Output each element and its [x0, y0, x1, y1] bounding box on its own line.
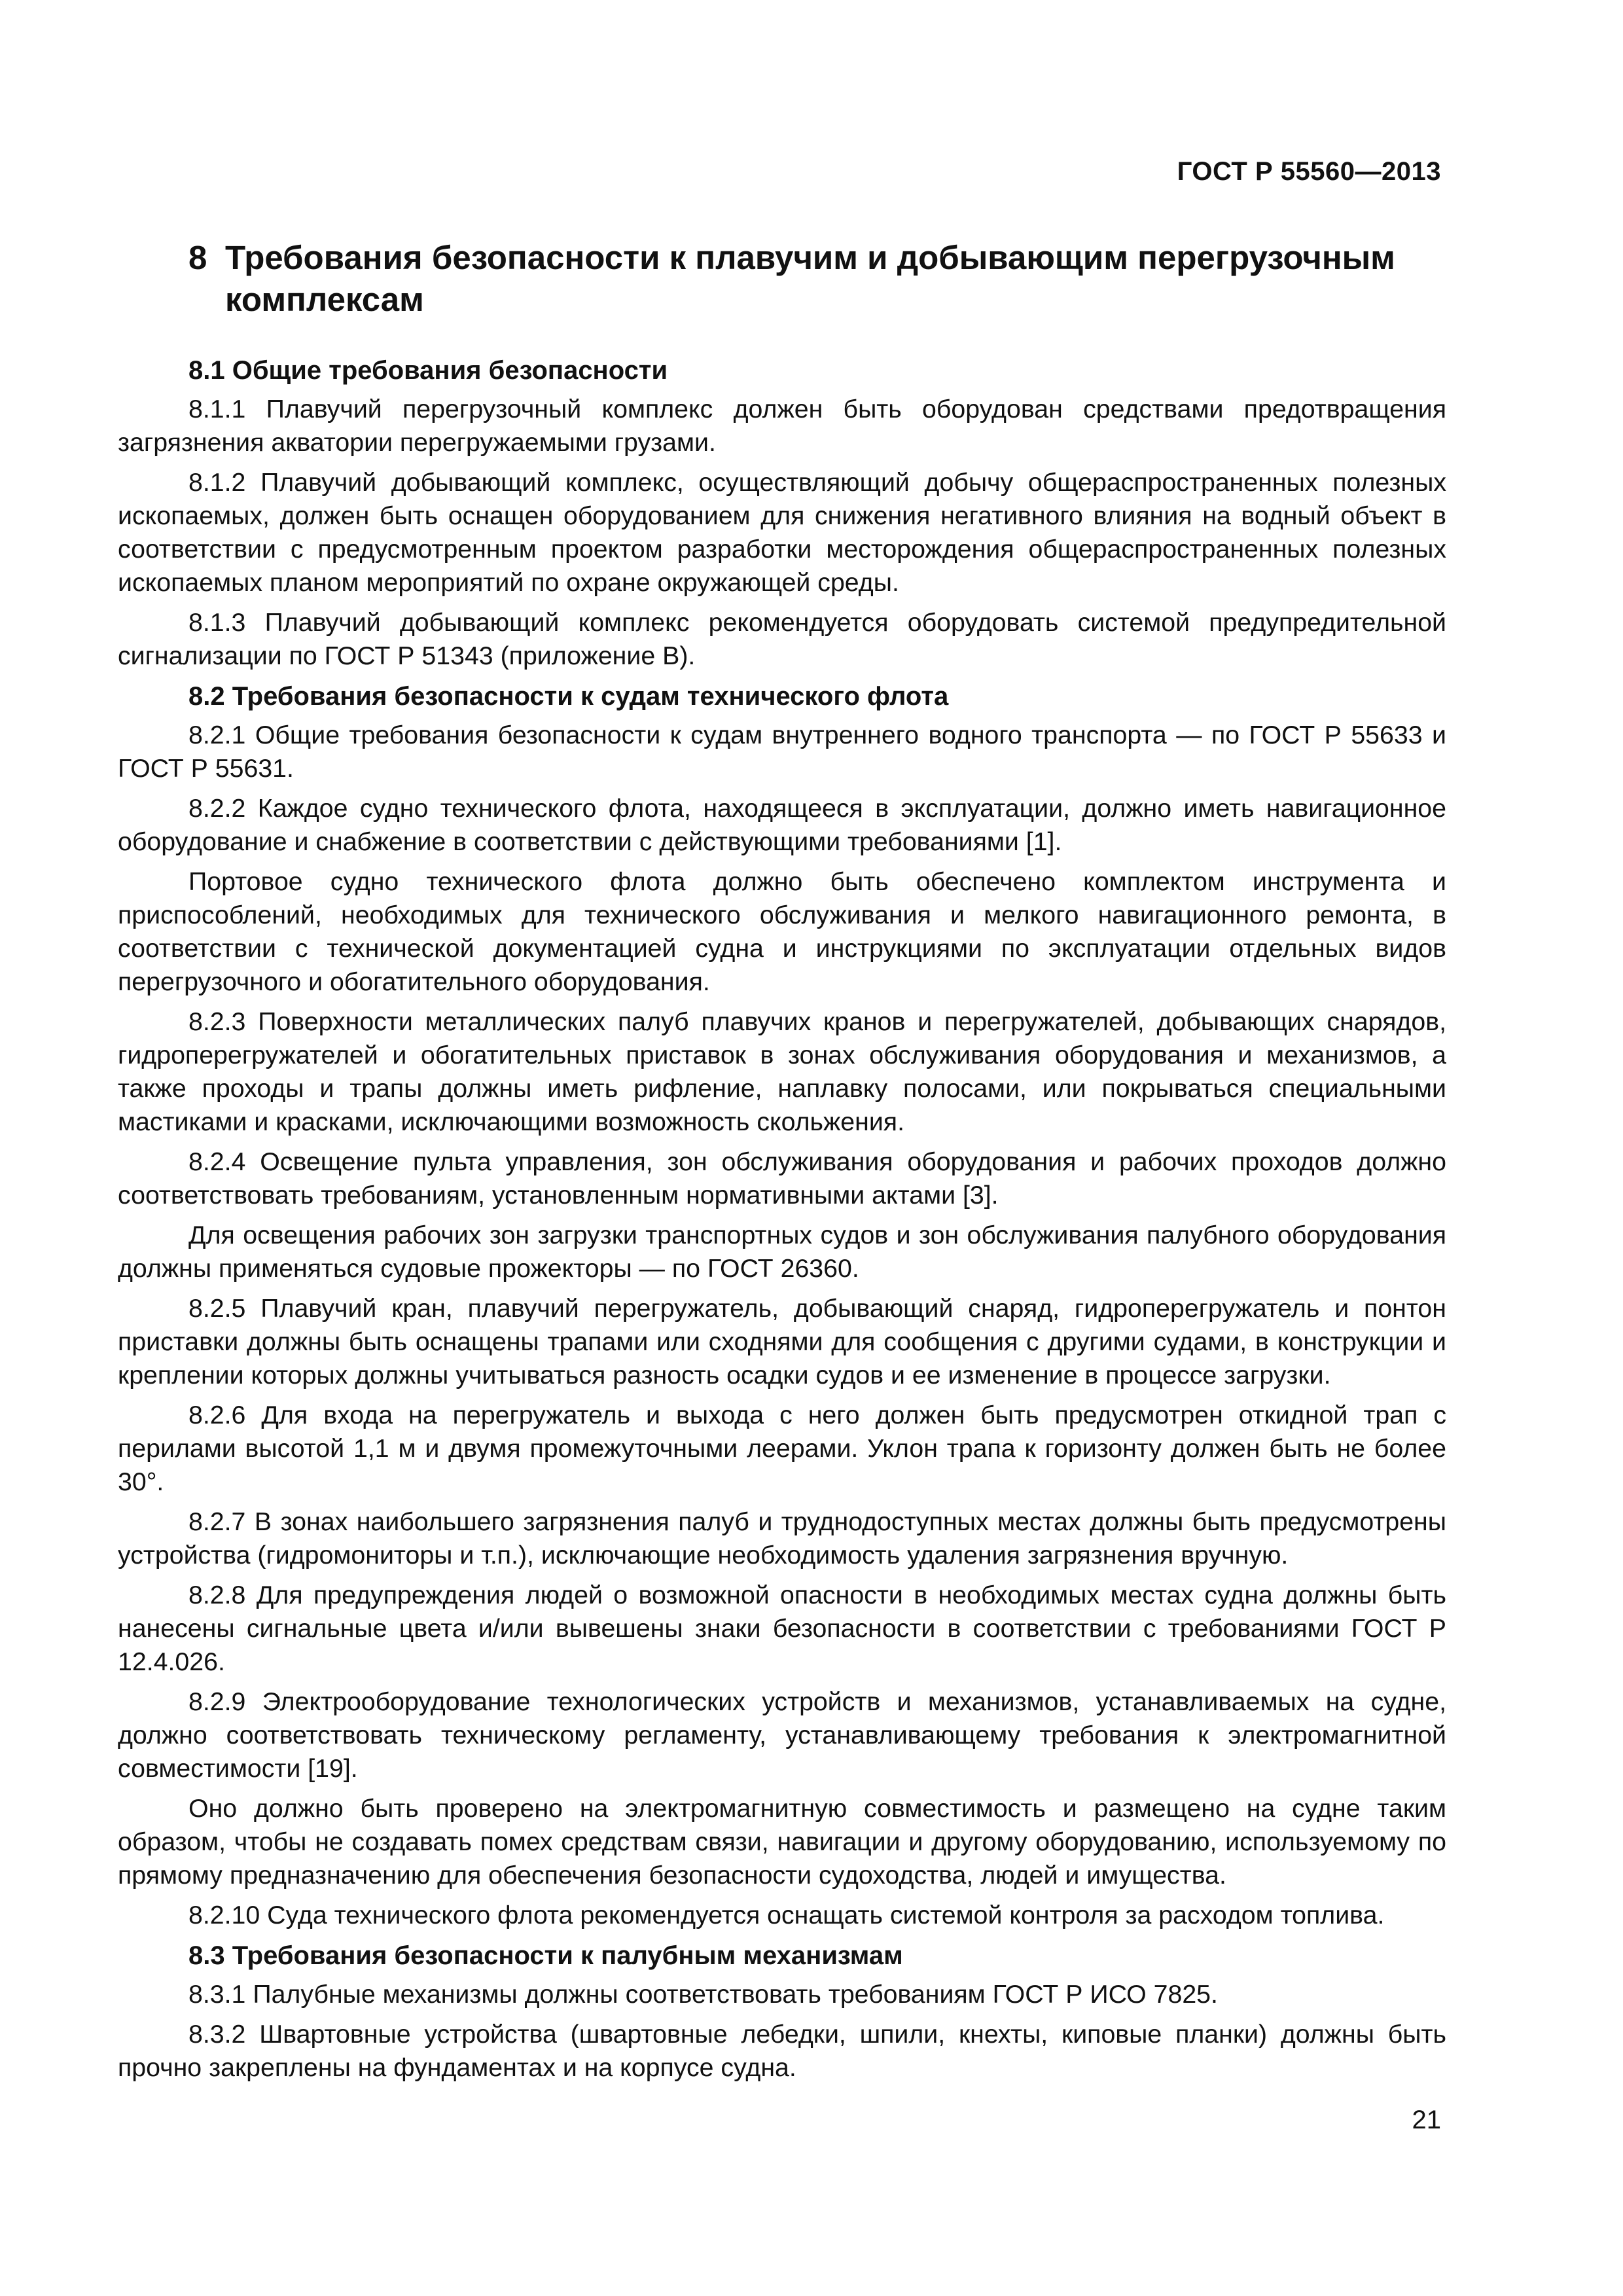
section-title [118, 237, 1446, 321]
paragraph: Портовое судно технического флота должно быть обеспечено комплектом инструмента и приспособлений, необходимых для технического обслуживания и мелкого навигационного ремонта, в соответствии с технической документацией судна и инструкциями по эксплуатации отдельных видов перегрузочного и обогатительного оборудования. [118, 867, 1446, 996]
paragraph: 8.1.1 Плавучий перегрузочный комплекс должен быть оборудован средствами предотвращения загрязнения акватории перегружаемыми грузами. [118, 395, 1446, 457]
subsection-heading: 8.1 Общие требования безопасности [188, 356, 668, 385]
subsection-heading: 8.2 Требования безопасности к судам технического флота [188, 682, 949, 711]
paragraph: 8.2.4 Освещение пульта управления, зон обслуживания оборудования и рабочих проходов должно соответствовать требованиям, установленным нормативными актами [3]. [118, 1147, 1446, 1210]
paragraph: 8.2.7 В зонах наибольшего загрязнения палуб и труднодоступных местах должны быть предусмотрены устройства (гидромониторы и т.п.), исключающие необходимость удаления загрязнения вручную. [118, 1507, 1446, 1570]
paragraph: 8.1.2 Плавучий добывающий комплекс, осуществляющий добычу общераспространенных полезных ископаемых, должен быть оснащен оборудованием для снижения негативного влияния на водный объект в соответствии с предусмотренным проектом разработки месторождения общераспространенных полезных ископаемых планом мероприятий по охране окружающей среды. [118, 468, 1446, 597]
paragraph: 8.2.9 Электрооборудование технологических устройств и механизмов, устанавливаемых на судне, должно соответствовать техническому регламенту, устанавливающему требования к электромагнитной совместимости [19]. [118, 1687, 1446, 1783]
paragraph: 8.2.3 Поверхности металлических палуб плавучих кранов и перегружателей, добывающих снарядов, гидроперегружателей и обогатительных приставок в зонах обслуживания оборудования и механизмов, а также проходы и трапы должны иметь рифление, наплавку полосами, или покрываться специальными мастиками и красками, исключающими возможность скольжения. [118, 1007, 1446, 1136]
paragraph: 8.3.1 Палубные механизмы должны соответствовать требованиям ГОСТ Р ИСО 7825. [188, 1980, 1218, 2009]
paragraph: 8.2.10 Суда технического флота рекомендуется оснащать системой контроля за расходом топлива. [188, 1901, 1385, 1929]
page-content [118, 237, 1446, 2091]
paragraph: 8.1.3 Плавучий добывающий комплекс рекомендуется оборудовать системой предупредительной сигнализации по ГОСТ Р 51343 (приложение В). [118, 608, 1446, 670]
subsection-heading: 8.3 Требования безопасности к палубным механизмам [188, 1941, 903, 1970]
page-number: 21 [1412, 2106, 1441, 2134]
paragraph: 8.3.2 Швартовные устройства (швартовные лебедки, шпили, кнехты, киповые планки) должны быть прочно закреплены на фундаментах и на корпусе судна. [118, 2020, 1446, 2082]
paragraph: Оно должно быть проверено на электромагнитную совместимость и размещено на судне таким образом, чтобы не создавать помех средствам связи, навигации и другому оборудованию, используемому по прямому предназначению для обеспечения безопасности судоходства, людей и имущества. [118, 1794, 1446, 1890]
paragraph: Для освещения рабочих зон загрузки транспортных судов и зон обслуживания палубного оборудования должны применяться судовые прожекторы — по ГОСТ 26360. [118, 1221, 1446, 1283]
section-body [118, 353, 1446, 2085]
section-title-text: Требования безопасности к плавучим и добывающим перегрузочным комплексам [225, 239, 1395, 318]
paragraph: 8.2.1 Общие требования безопасности к судам внутреннего водного транспорта — по ГОСТ Р 55633 и ГОСТ Р 55631. [118, 721, 1446, 783]
document-code: ГОСТ Р 55560—2013 [1177, 157, 1441, 186]
paragraph: 8.2.5 Плавучий кран, плавучий перегружатель, добывающий снаряд, гидроперегружатель и понтон приставки должны быть оснащены трапами или сходнями для сообщения с другими судами, в конструкции и креплении которых должны учитываться разность осадки судов и ее изменение в процессе загрузки. [118, 1294, 1446, 1390]
section-number: 8 [188, 239, 207, 276]
paragraph: 8.2.2 Каждое судно технического флота, находящееся в эксплуатации, должно иметь навигационное оборудование и снабжение в соответствии с действующими требованиями [1]. [118, 794, 1446, 856]
paragraph: 8.2.6 Для входа на перегружатель и выхода с него должен быть предусмотрен откидной трап с перилами высотой 1,1 м и двумя промежуточными леерами. Уклон трапа к горизонту должен быть не более 30°. [118, 1401, 1446, 1496]
paragraph: 8.2.8 Для предупреждения людей о возможной опасности в необходимых местах судна должны быть нанесены сигнальные цвета и/или вывешены знаки безопасности в соответствии с требованиями ГОСТ Р 12.4.026. [118, 1581, 1446, 1676]
